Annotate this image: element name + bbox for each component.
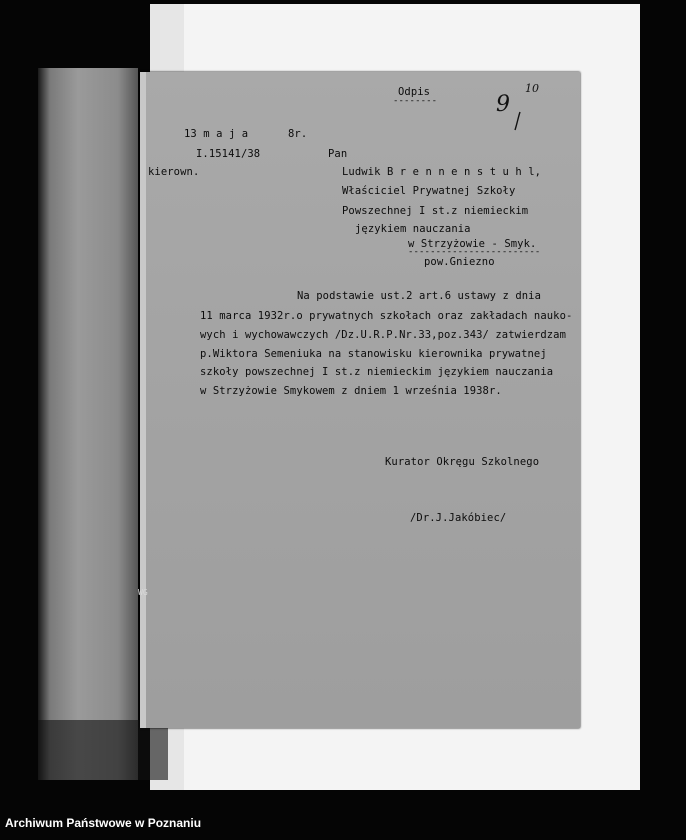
odpis-label: Odpis <box>398 86 431 98</box>
margin-mark: WG <box>138 588 148 597</box>
body-line-1: Na podstawie ust.2 art.6 ustawy z dnia <box>297 290 542 302</box>
body-line-3: wych i wychowawczych /Dz.U.R.P.Nr.33,poz.343/ zatwierdzam <box>200 329 567 341</box>
body-line-2: 11 marca 1932r.o prywatnych szkołach oraz zakładach nauko- <box>200 310 573 322</box>
binding-shadow <box>38 720 168 780</box>
addressee-line-3: językiem nauczania <box>355 223 471 235</box>
addressee-name: Ludwik B r e n n e n s t u h l, <box>342 166 542 178</box>
document-sheet-edge <box>140 72 146 728</box>
body-line-4: p.Wiktora Semeniuka na stanowisku kierownika prywatnej <box>200 348 547 360</box>
handwritten-sheet-number: 10 <box>525 82 539 95</box>
signatory-title: Kurator Okręgu Szkolnego <box>385 456 540 468</box>
addressee-line-1: Właściciel Prywatnej Szkoły <box>342 185 516 197</box>
subject-line: kierown. <box>148 166 200 178</box>
handwritten-mark <box>512 110 524 132</box>
reference-number: I.15141/38 <box>196 148 261 160</box>
handwritten-number: 9 <box>496 92 510 117</box>
addressee-line-4: w Strzyżowie - Smyk. <box>408 238 537 250</box>
date-line: 13 m a j a <box>184 128 249 140</box>
odpis-underline: -------- <box>393 96 438 106</box>
body-line-6: w Strzyżowie Smykowem z dniem 1 września 1938r. <box>200 385 502 397</box>
signatory-name: /Dr.J.Jakóbiec/ <box>410 512 507 524</box>
addressee-salutation: Pan <box>328 148 348 160</box>
archive-caption: Archiwum Państwowe w Poznaniu <box>5 816 202 830</box>
body-line-5: szkoły powszechnej I st.z niemieckim językiem nauczania <box>200 366 554 378</box>
addressee-underline: ------------------------ <box>408 247 541 257</box>
year-line: 8r. <box>288 128 308 140</box>
binding-edge <box>38 68 138 780</box>
addressee-line-2: Powszechnej I st.z niemieckim <box>342 205 529 217</box>
addressee-district: pow.Gniezno <box>424 256 495 268</box>
